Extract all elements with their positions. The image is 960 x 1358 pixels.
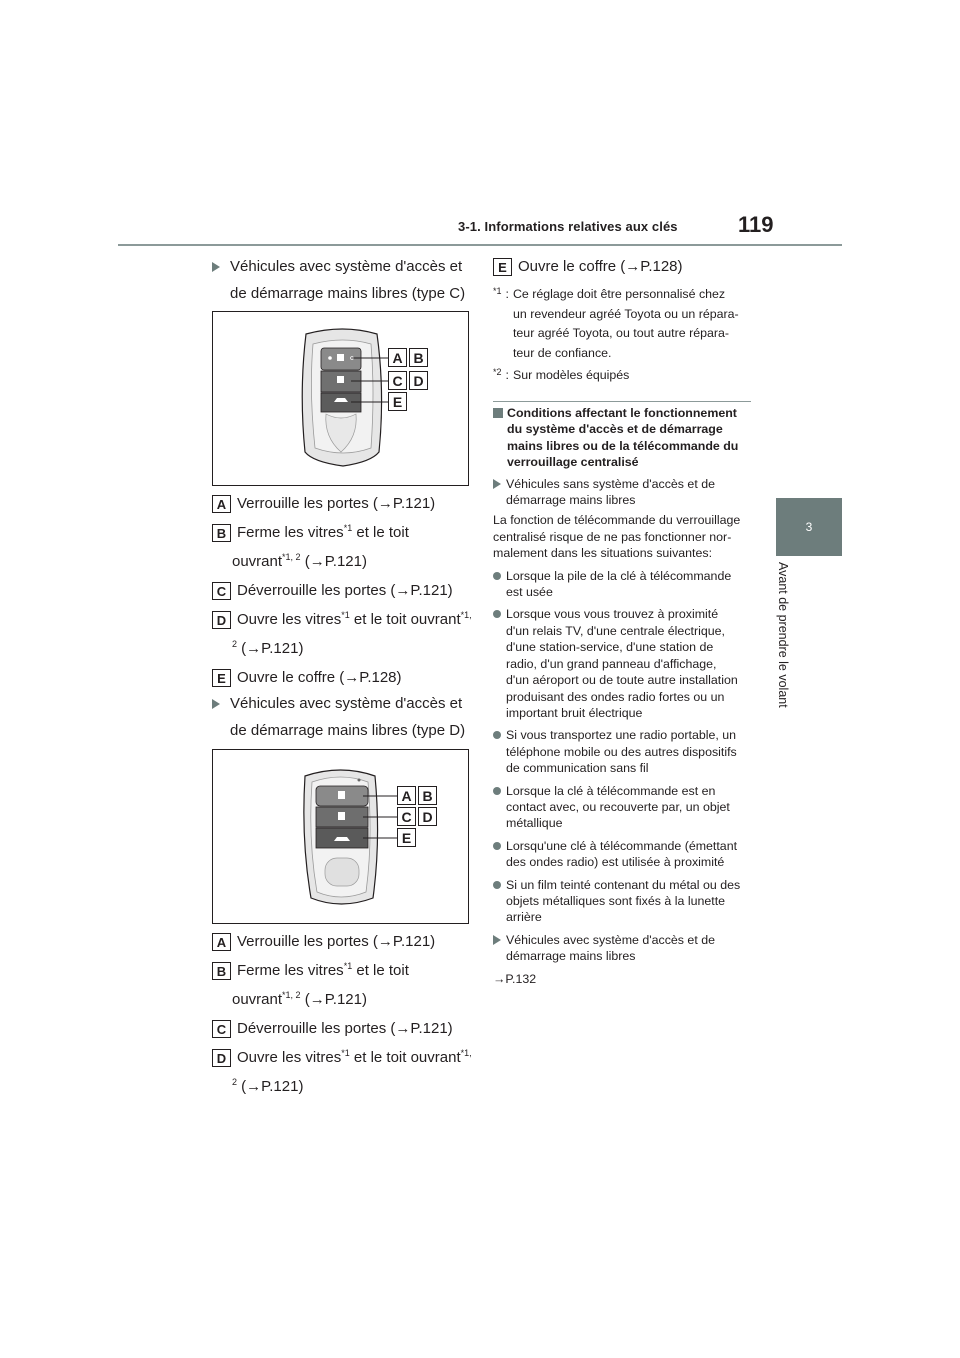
heading-type-d: Véhicules avec système d'accès et de démarrage mains libres (type D)	[212, 690, 472, 744]
section-rule	[493, 401, 751, 402]
bullet-dot-icon	[493, 787, 501, 795]
legend-item: A Verrouille les portes (→P.121)	[212, 490, 482, 517]
callouts-cd	[397, 807, 437, 826]
chapter-label: Avant de prendre le volant	[776, 562, 790, 708]
section-title: 3-1. Informations relatives aux clés	[458, 219, 678, 234]
callout-b: B	[418, 786, 437, 805]
page-number: 119	[738, 212, 774, 237]
legend-item: B Ferme les vitres$^{*1}$ et le toit	[212, 519, 482, 546]
callout-e: E	[397, 828, 416, 847]
conditions-title: Conditions affectant le fonctionnement du système d'accès et de démarrage mains libres ou de la télécommande du verrouillage centralisé	[493, 405, 763, 471]
smart-key-type-c-illustration	[213, 312, 468, 485]
list-item: Lorsque la pile de la clé à télécommande est usée	[493, 568, 763, 601]
heading-type-c: Véhicules avec système d'accès et de démarrage mains libres (type C)	[212, 253, 472, 307]
footnote-1: *1 : Ce réglage doit être personnalisé chez un revendeur agréé Toyota ou un répara- teur agréé Toyota, ou tout autre répara- teur de confiance.	[493, 286, 739, 360]
callout-d: D	[409, 371, 428, 390]
legend-item: D Ouvre les vitres$^{*1}$ et le toit ouvrant$^{*1,}$	[212, 1044, 482, 1071]
key-figure-type-d	[212, 749, 469, 924]
triangle-bullet-icon	[493, 479, 501, 489]
chapter-number: 3	[805, 520, 813, 534]
legend-item-e: E Ouvre le coffre (→P.128)	[493, 253, 763, 280]
square-bullet-icon	[493, 408, 503, 418]
bullet-dot-icon	[493, 842, 501, 850]
legend-item: C Déverrouille les portes (→P.121)	[212, 1015, 482, 1042]
callouts-ab	[397, 786, 437, 805]
conditions-section	[493, 405, 763, 987]
list-item: Lorsqu'une clé à télécommande (émettant des ondes radio) est utilisée à proximité	[493, 838, 763, 871]
legend-item: A Verrouille les portes (→P.121)	[212, 928, 482, 955]
page-reference: →P.132	[493, 971, 537, 986]
legend-type-d: A Verrouille les portes (→P.121) B Ferme les vitres$^{*1}$ et le toit ouvrant$^{*1, 2}$ (→P.121) C Déverrouille les portes (→P.121) D Ouvre les vitres$^{*1}$ et le toit ouvrant$^{*1,}$ $^2$ (→P.121)	[212, 928, 482, 1100]
list-item: Lorsque la clé à télécommande est en contact avec, ou recouverte par, un objet métallique	[493, 783, 763, 832]
smart-key-type-d-illustration	[213, 750, 468, 923]
triangle-bullet-icon	[212, 262, 220, 272]
list-item: Si vous transportez une radio portable, un téléphone mobile ou des autres dispositifs de communication sans fil	[493, 727, 763, 776]
header-rule	[118, 244, 842, 246]
legend-item: D Ouvre les vitres$^{*1}$ et le toit ouvrant$^{*1,}$	[212, 606, 482, 633]
callout-b: B	[409, 348, 428, 367]
callout-d: D	[418, 807, 437, 826]
paragraph: La fonction de télécommande du verrouillage centralisé risque de ne pas fonctionner nor- malement dans les situations suivantes:	[493, 513, 741, 561]
list-item: Lorsque vous vous trouvez à proximité d'un relais TV, d'une centrale électrique, d'une station-service, d'une station de radio, d'un grand panneau d'affichage, d'un aéroport ou de toute autre installation produisant des ondes radio fortes ou un important bruit électrique	[493, 606, 763, 721]
triangle-bullet-icon	[493, 935, 501, 945]
legend-item: E Ouvre le coffre (→P.128)	[212, 664, 482, 691]
callouts-e	[397, 828, 416, 848]
triangle-bullet-icon	[212, 699, 220, 709]
callout-a: A	[388, 348, 407, 367]
callout-c: C	[397, 807, 416, 826]
callouts-cd	[388, 371, 428, 390]
legend-item: C Déverrouille les portes (→P.121)	[212, 577, 482, 604]
callouts-ab	[388, 348, 428, 367]
bullet-dot-icon	[493, 881, 501, 889]
callouts-e	[388, 392, 407, 412]
bullet-dot-icon	[493, 731, 501, 739]
subheading: Véhicules sans système d'accès et de démarrage mains libres	[493, 476, 763, 509]
footnote-2: *2 : Sur modèles équipés	[493, 367, 630, 382]
callout-c: C	[388, 371, 407, 390]
legend-item: B Ferme les vitres$^{*1}$ et le toit	[212, 957, 482, 984]
bullet-dot-icon	[493, 610, 501, 618]
bullet-dot-icon	[493, 572, 501, 580]
legend-type-c: A Verrouille les portes (→P.121) B Ferme les vitres$^{*1}$ et le toit ouvrant$^{*1, 2}$ (→P.121) C Déverrouille les portes (→P.121) D Ouvre les vitres$^{*1}$ et le toit ouvrant$^{*1,}$ $^2$ (→P.121) E Ouvre le coffre (→P.128)	[212, 490, 482, 691]
subheading: Véhicules avec système d'accès et de démarrage mains libres	[493, 932, 763, 965]
list-item: Si un film teinté contenant du métal ou des objets métalliques sont fixés à la lunette arrière	[493, 877, 763, 926]
callout-e: E	[388, 392, 407, 411]
key-figure-type-c	[212, 311, 469, 486]
footnotes	[493, 285, 763, 386]
callout-a: A	[397, 786, 416, 805]
